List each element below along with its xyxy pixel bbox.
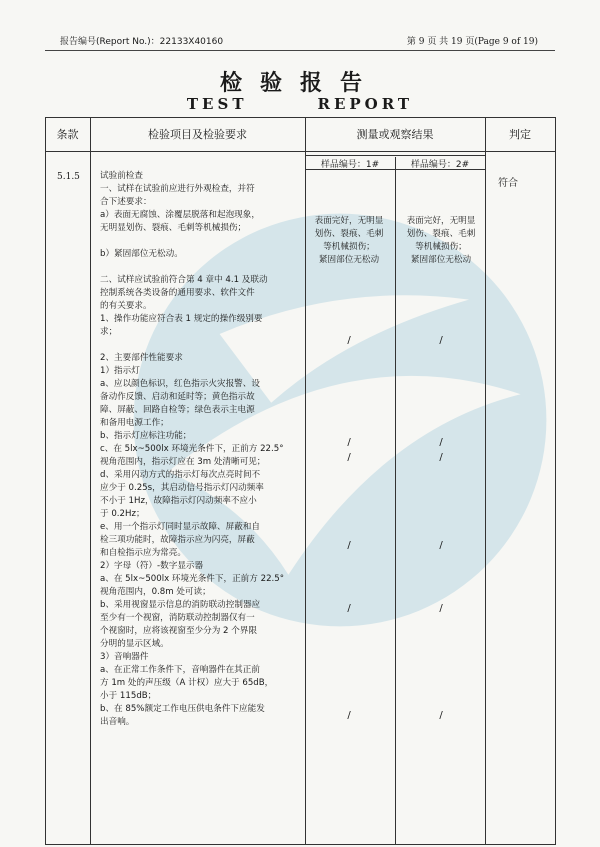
requirement-line: 一、试样在试验前应进行外观检查，并符	[100, 184, 255, 194]
col-header-clause: 条款	[56, 128, 79, 141]
requirement-line: 检三项功能时，故障指示应为闪亮，屏蔽	[100, 535, 255, 545]
sample-2-not-applicable-mark: /	[439, 540, 443, 551]
requirement-line: b、指示灯应标注功能；	[100, 431, 192, 441]
report-number: 报告编号(Report No.)：22133X40160	[60, 37, 224, 47]
report-title-cn: 检验报告	[219, 71, 380, 96]
sample-1-appearance-line: 紧固部位无松动	[318, 255, 380, 265]
col-border-right	[555, 117, 556, 845]
sample-1-not-applicable-mark: /	[347, 452, 351, 463]
requirement-line: b、采用视窗显示信息的消防联动控制器应	[100, 600, 261, 610]
requirements-list	[100, 170, 305, 729]
sample-2-not-applicable-mark: /	[439, 437, 443, 448]
sample-1-not-applicable-mark: /	[347, 710, 351, 721]
sample-2-header: 样品编号：2#	[410, 160, 470, 170]
sample-2-not-applicable-mark: /	[439, 603, 443, 614]
requirement-line: 方 1m 处的声压级（A 计权）应大于 65dB，	[100, 678, 274, 688]
col-border-left	[45, 117, 46, 845]
requirement-line: 出音响。	[100, 717, 135, 727]
sample-1-appearance-line: 划伤、裂痕、毛刺	[314, 229, 384, 239]
requirement-line: 至少有一个视窗，消防联动控制器仅有一	[100, 613, 255, 623]
verdict-value: 符合	[498, 178, 518, 189]
sample-2-appearance-result	[398, 215, 484, 267]
sample-1-appearance-line: 等机械损伤；	[323, 242, 375, 252]
sample-2-not-applicable-mark: /	[439, 710, 443, 721]
sample-2-appearance-line: 紧固部位无松动	[410, 255, 472, 265]
requirement-line: c、在 5lx~500lx 环境光条件下，正前方 22.5°	[100, 444, 284, 454]
sample-2-not-applicable-mark: /	[439, 452, 443, 463]
sample-2-appearance-line: 表面完好，无明显	[406, 216, 476, 226]
requirement-line: 2）字母（符）-数字显示器	[100, 561, 204, 571]
sample-1-not-applicable-mark: /	[347, 540, 351, 551]
requirement-line: 不小于 1Hz，故障指示灯闪动频率不应小	[100, 496, 257, 506]
col-header-verdict: 判定	[509, 128, 531, 141]
requirement-line: 二、试样应试验前符合第 4 章中 4.1 及联动	[100, 275, 268, 285]
requirement-line: 和备用电源工作；	[100, 418, 169, 428]
requirement-line: b、在 85%额定工作电压供电条件下应能发	[100, 704, 265, 714]
requirement-line	[100, 261, 305, 274]
sample-2-appearance-line: 划伤、裂痕、毛刺	[406, 229, 476, 239]
requirement-line: 障、屏蔽、回路自检等；绿色表示主电源	[100, 405, 255, 415]
requirement-line: d、采用闪动方式的指示灯每次点亮时间不	[100, 470, 261, 480]
requirement-line: 小于 115dB；	[100, 691, 157, 701]
col-header-items: 检验项目及检验要求	[148, 128, 247, 141]
sample-2-not-applicable-mark: /	[439, 335, 443, 346]
report-title-en	[0, 95, 600, 113]
sample-1-appearance-line: 表面完好，无明显	[314, 216, 384, 226]
requirement-line: a、在正常工作条件下，音响器件在其正前	[100, 665, 260, 675]
requirement-line: 3）音响器件	[100, 652, 149, 662]
requirement-line: 无明显划伤、裂痕、毛刺等机械损伤；	[100, 223, 247, 233]
requirement-line: 分明的显示区域。	[100, 639, 169, 649]
results-subheader-top	[305, 155, 485, 156]
requirement-line: 合下述要求：	[100, 197, 152, 207]
col-border-samples	[395, 157, 396, 845]
clause-number: 5.1.5	[57, 172, 80, 182]
sample-2-appearance-line: 等机械损伤；	[415, 242, 467, 252]
col-border-clause	[90, 117, 91, 845]
sample-1-appearance-result	[306, 215, 392, 267]
requirement-line	[100, 339, 305, 352]
requirement-line: a、应以颜色标识，红色指示火灾报警、设	[100, 379, 260, 389]
header-rule	[45, 50, 555, 51]
sample-1-header: 样品编号：1#	[320, 160, 380, 170]
col-border-results	[485, 117, 486, 845]
requirement-line	[100, 235, 305, 248]
requirement-line: 2、主要部件性能要求	[100, 353, 183, 363]
requirement-line: 备动作反馈、启动和延时等；黄色指示故	[100, 392, 255, 402]
requirement-line: 视角范围内，指示灯应在 3m 处清晰可见；	[100, 457, 266, 467]
table-header-border	[45, 151, 556, 152]
sample-1-not-applicable-mark: /	[347, 603, 351, 614]
sample-1-not-applicable-mark: /	[347, 335, 351, 346]
requirement-line: 1、操作功能应符合表 1 规定的操作级别要	[100, 314, 263, 324]
requirement-line: 控制系统各类设备的通用要求、软件文件	[100, 288, 255, 298]
page-indicator: 第 9 页 共 19 页(Page 9 of 19)	[406, 37, 538, 47]
requirement-line: 个视窗时，应将该视窗至少分为 2 个界限	[100, 626, 258, 636]
requirement-line: 视角范围内，0.8m 处可读；	[100, 587, 211, 597]
requirement-line: a、在 5lx~500lx 环境光条件下，正前方 22.5°	[100, 574, 285, 584]
requirement-line: 求；	[100, 327, 118, 337]
col-header-results: 测量或观察结果	[356, 128, 434, 141]
requirement-line: 于 0.2Hz；	[100, 509, 145, 519]
requirement-line: 试验前检查	[100, 171, 143, 181]
requirement-line: 1）指示灯	[100, 366, 140, 376]
requirement-line: e、用一个指示灯同时显示故障、屏蔽和自	[100, 522, 260, 532]
title-en-word-1: TEST	[186, 95, 248, 113]
title-en-word-2: REPORT	[317, 95, 414, 113]
table-bottom-border	[45, 844, 556, 845]
requirement-line: b）紧固部位无松动。	[100, 249, 183, 259]
requirement-line: 的有关要求。	[100, 301, 152, 311]
requirement-line: a）表面无腐蚀、涂覆层脱落和起泡现象，	[100, 210, 260, 220]
requirement-line: 应少于 0.25s，其启动信号指示灯闪动频率	[100, 483, 264, 493]
sample-1-not-applicable-mark: /	[347, 437, 351, 448]
requirement-line: 和自检指示应为常亮。	[100, 548, 186, 558]
